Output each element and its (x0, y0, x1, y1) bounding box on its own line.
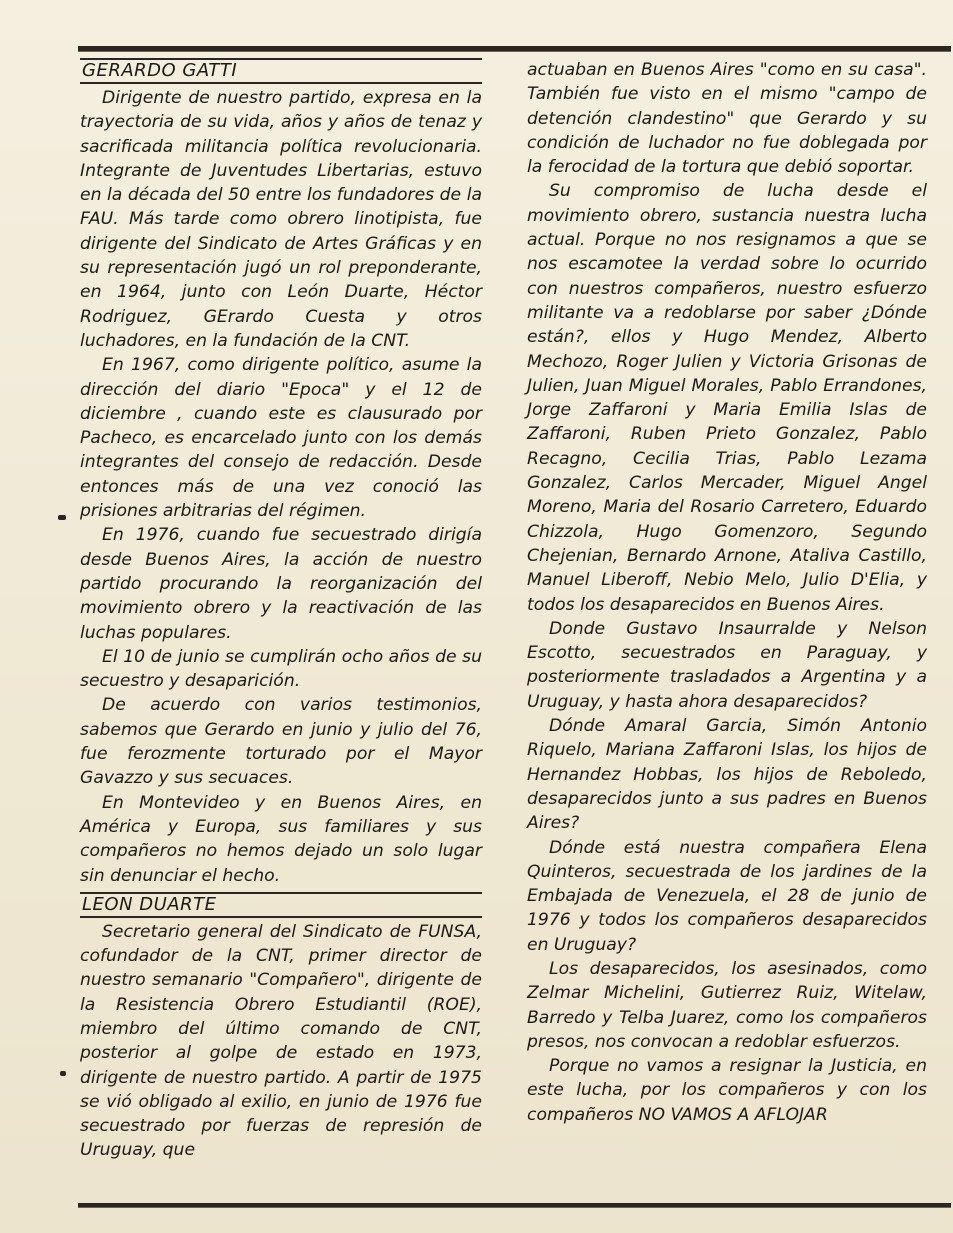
paragraph: En Montevideo y en Buenos Aires, en América y Europa, sus familiares y sus compañeros no hemos dejado un solo lugar sin denunciar el hecho. (80, 792, 482, 886)
paragraph-continuation: actuaban en Buenos Aires "como en su casa". También fue visto en el mismo "campo de detención clandestino" que Gerardo y su condición de luchador no fue doblegada por la ferocidad de la tortura que debió soportar. (527, 60, 927, 178)
left-column (80, 58, 482, 1163)
paragraph: Porque no vamos a resignar la Justicia, en este lucha, por los compañeros y con los compañeros NO VAMOS A AFLOJAR (527, 1056, 927, 1125)
margin-mark (60, 1071, 66, 1076)
paragraph: Donde Gustavo Insaurralde y Nelson Escotto, secuestrados en Paraguay, y posteriormente trasladados a Argentina y a Uruguay, y hasta ahora desaparecidos? (527, 618, 927, 712)
paragraph: Dónde está nuestra compañera Elena Quinteros, secuestrada de los jardines de la Embajada de Venezuela, el 28 de junio de 1976 y todos los compañeros desaparecidos en Uruguay? (527, 837, 927, 955)
right-column (527, 58, 927, 1127)
bottom-rule (78, 1203, 951, 1208)
paragraph: Dirigente de nuestro partido, expresa en la trayectoria de su vida, años y años de tenaz y sacrificada militancia política revolucionaria. Integrante de Juventudes Libertarias, estuvo en la década del 50 entre los fundadores de la FAU. Más tarde como obrero linotipista, fue dirigente del Sindicato de Artes Gráficas y en su representación jugó un rol preponderante, en 1964, junto con León Duarte, Héctor Rodriguez, GErardo Cuesta y otros luchadores, en la fundación de la CNT. (80, 88, 482, 351)
paragraph: De acuerdo con varios testimonios, sabemos que Gerardo en junio y julio del 76, fue ferozmente torturado por el Mayor Gavazzo y sus secuaces. (80, 695, 482, 789)
paragraph: Secretario general del Sindicato de FUNSA, cofundador de la CNT, primer director de nuestro semanario "Compañero", dirigente de la Resistencia Obrero Estudiantil (ROE), miembro del último comando de CNT, posterior al golpe de estado en 1973, dirigente de nuestro partido. A partir de 1975 se vió obligado al exilio, en junio de 1976 fue secuestrado por fuerzas de represión de Uruguay, que (80, 921, 482, 1161)
margin-mark (58, 515, 66, 520)
paragraph: Su compromiso de lucha desde el movimiento obrero, sustancia nuestra lucha actual. Porque no nos resignamos a que se nos escamotee la verdad sobre lo ocurrido con nuestros compañeros, nuestro esfuerzo militante va a redoblarse por saber ¿Dónde están?, ellos y Hugo Mendez, Alberto Mechozo, Roger Julien y Victoria Grisonas de Julien, Juan Miguel Morales, Pablo Errandones, Jorge Zaffaroni y Maria Emilia Islas de Zaffaroni, Ruben Prieto Gonzalez, Pablo Recagno, Cecilia Trias, Pablo Lezama Gonzalez, Carlos Mercader, Miguel Angel Moreno, Maria del Rosario Carretero, Eduardo Chizzola, Hugo Gomenzoro, Segundo Chejenian, Bernardo Arnone, Ataliva Castillo, Manuel Liberoff, Nebio Melo, Julio D'Elia, y todos los desaparecidos en Buenos Aires. (527, 181, 927, 615)
paragraph: Dónde Amaral Garcia, Simón Antonio Riquelo, Mariana Zaffaroni Islas, los hijos de Hernandez Hobbas, los hijos de Reboledo, desaparecidos junto a sus padres en Buenos Aires? (527, 716, 927, 834)
paragraph: Los desaparecidos, los asesinados, como Zelmar Michelini, Gutierrez Ruiz, Witelaw, Barredo y Telba Juarez, como los compañeros presos, nos convocan a redoblar esfuerzos. (527, 958, 927, 1052)
top-rule (78, 46, 951, 52)
paragraph: En 1976, cuando fue secuestrado dirigía desde Buenos Aires, la acción de nuestro partido procurando la reorganización del movimiento obrero y la reactivación de las luchas populares. (80, 525, 482, 643)
section-heading-gatti: GERARDO GATTI (80, 58, 482, 84)
paragraph: El 10 de junio se cumplirán ocho años de su secuestro y desaparición. (80, 646, 482, 692)
paragraph: En 1967, como dirigente político, asume la dirección del diario "Epoca" y el 12 de diciembre , cuando este es clausurado por Pacheco, es encarcelado junto con los demás integrantes del consejo de redacción. Desde entonces más de una vez conoció las prisiones arbitrarias del régimen. (80, 355, 482, 522)
section-heading-duarte: LEON DUARTE (80, 892, 482, 918)
